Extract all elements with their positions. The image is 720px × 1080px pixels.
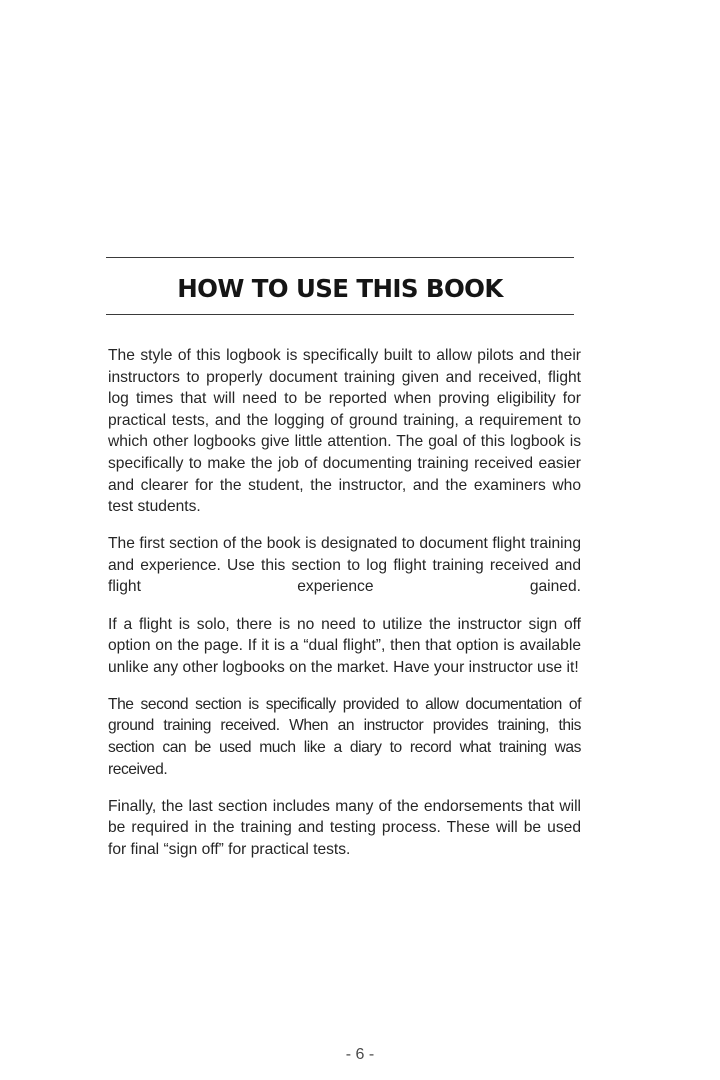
page-title: HOW TO USE THIS BOOK: [177, 274, 503, 303]
paragraph-solo-flight: If a flight is solo, there is no need to utilize the instructor sign off option on the page. If it is a “dual flight”, then that option is available unlike any other logbooks on the market. Have your instructor use it!: [108, 615, 581, 676]
heading-bottom-rule: [106, 314, 574, 315]
paragraph-logbook-style: The style of this logbook is specifically built to allow pilots and their instructors to properly document training given and received, flight log times that will need to be reported when proving eligibility for practical tests, and the logging of ground training, a requirement to which other logbooks give little attention. The goal of this logbook is specifically to make the job of documenting training received easier and clearer for the student, the instructor, and the examiners who test students.: [108, 347, 581, 516]
paragraph-last-section: Finally, the last section includes many of the endorsements that will be required in the training and testing process. These will be used for final “sign off” for practical tests.: [108, 797, 581, 858]
heading-top-rule: [106, 257, 574, 258]
paragraph-second-section: The second section is specifically provided to allow documentation of ground training received. When an instructor provides training, this section can be used much like a diary to record what training was received.: [108, 695, 581, 778]
body-text: [108, 345, 581, 876]
page-number: - 6 -: [345, 1046, 375, 1063]
paragraph-first-section: The first section of the book is designated to document flight training and experience. Use this section to log flight training received and flight experience gained.: [108, 535, 581, 596]
